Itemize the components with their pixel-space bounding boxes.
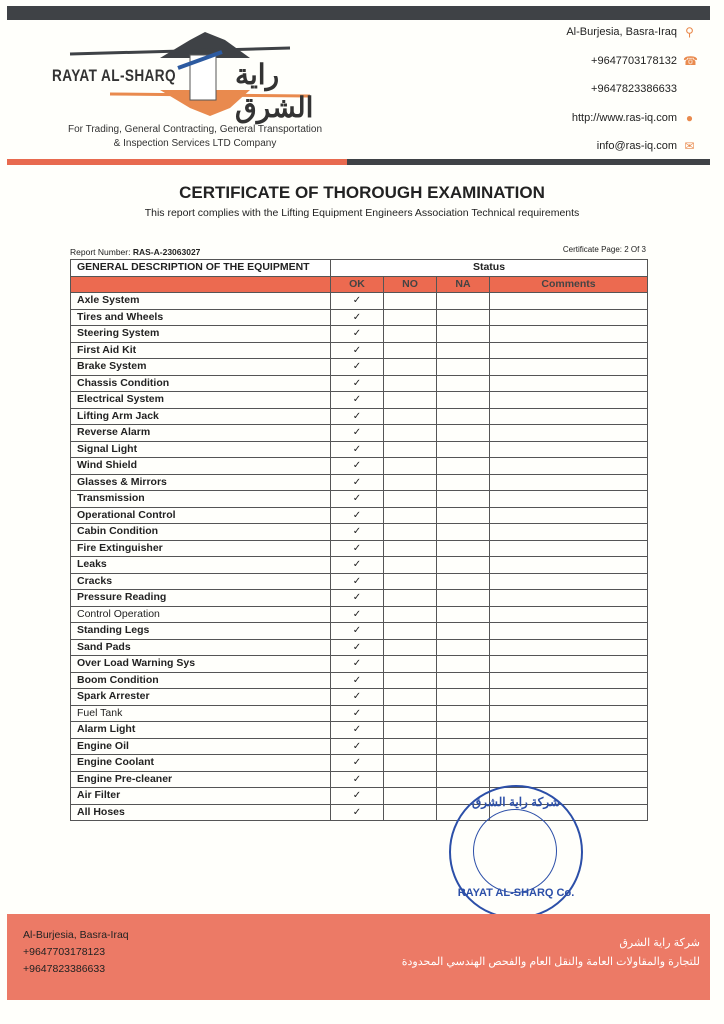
no-cell bbox=[384, 573, 437, 590]
comments-cell bbox=[490, 738, 648, 755]
na-cell bbox=[437, 705, 490, 722]
ok-check: ✓ bbox=[331, 738, 384, 755]
table-row bbox=[71, 375, 648, 392]
table-row bbox=[71, 293, 648, 310]
table-row bbox=[71, 491, 648, 508]
col-comments: Comments bbox=[490, 276, 648, 293]
ok-check: ✓ bbox=[331, 392, 384, 409]
comments-cell bbox=[490, 573, 648, 590]
page-subtitle: This report complies with the Lifting Equipment Engineers Association Technical requirements bbox=[144, 207, 580, 219]
na-cell bbox=[437, 656, 490, 673]
no-cell bbox=[384, 804, 437, 821]
ok-check: ✓ bbox=[331, 623, 384, 640]
ok-check: ✓ bbox=[331, 375, 384, 392]
ok-check: ✓ bbox=[331, 408, 384, 425]
stamp-text-ar: شركة راية الشرق bbox=[471, 795, 561, 809]
status-header: Status bbox=[331, 260, 648, 277]
na-cell bbox=[437, 689, 490, 706]
na-cell bbox=[437, 491, 490, 508]
na-cell bbox=[437, 293, 490, 310]
comments-cell bbox=[490, 672, 648, 689]
col-ok: OK bbox=[331, 276, 384, 293]
comments-cell bbox=[490, 309, 648, 326]
na-cell bbox=[437, 309, 490, 326]
ok-check: ✓ bbox=[331, 606, 384, 623]
no-cell bbox=[384, 623, 437, 640]
comments-cell bbox=[490, 441, 648, 458]
table-row bbox=[71, 656, 648, 673]
no-cell bbox=[384, 639, 437, 656]
divider-accent bbox=[7, 159, 347, 165]
footer-phone-2: +9647823386633 bbox=[23, 963, 106, 975]
ok-check: ✓ bbox=[331, 458, 384, 475]
ok-check: ✓ bbox=[331, 672, 384, 689]
na-cell bbox=[437, 738, 490, 755]
comments-cell bbox=[490, 705, 648, 722]
ok-check: ✓ bbox=[331, 771, 384, 788]
comments-cell bbox=[490, 540, 648, 557]
item-name: Standing Legs bbox=[71, 623, 331, 640]
ok-check: ✓ bbox=[331, 441, 384, 458]
company-logo bbox=[50, 30, 350, 123]
globe-icon: ● bbox=[685, 110, 694, 125]
na-cell bbox=[437, 425, 490, 442]
comments-cell bbox=[490, 639, 648, 656]
ok-check: ✓ bbox=[331, 425, 384, 442]
ok-check: ✓ bbox=[331, 788, 384, 805]
desc-header: GENERAL DESCRIPTION OF THE EQUIPMENT bbox=[71, 260, 331, 277]
email-link[interactable]: info@ras-iq.com bbox=[596, 140, 677, 152]
table-row bbox=[71, 639, 648, 656]
logo-text-ar: راية الشرق bbox=[235, 59, 314, 123]
ok-check: ✓ bbox=[331, 804, 384, 821]
table-row bbox=[71, 458, 648, 475]
col-no: NO bbox=[384, 276, 437, 293]
table-row bbox=[71, 738, 648, 755]
na-cell bbox=[437, 408, 490, 425]
spacer bbox=[683, 83, 696, 96]
item-name: Sand Pads bbox=[71, 639, 331, 656]
item-name: Fuel Tank bbox=[71, 705, 331, 722]
item-name: Control Operation bbox=[71, 606, 331, 623]
table-row bbox=[71, 705, 648, 722]
location-pin-icon: ⚲ bbox=[685, 25, 694, 39]
comments-cell bbox=[490, 656, 648, 673]
table-row bbox=[71, 557, 648, 574]
na-cell bbox=[437, 590, 490, 607]
footer-company-ar: شركة راية الشرق bbox=[619, 937, 700, 949]
na-cell bbox=[437, 557, 490, 574]
item-name: Brake System bbox=[71, 359, 331, 376]
comments-cell bbox=[490, 507, 648, 524]
no-cell bbox=[384, 705, 437, 722]
ok-check: ✓ bbox=[331, 507, 384, 524]
stamp-text-en: RAYAT AL-SHARQ Co. bbox=[457, 887, 575, 899]
no-cell bbox=[384, 738, 437, 755]
table-row bbox=[71, 722, 648, 739]
comments-cell bbox=[490, 474, 648, 491]
table-row bbox=[71, 309, 648, 326]
na-cell bbox=[437, 722, 490, 739]
divider-dark bbox=[347, 159, 710, 165]
comments-cell bbox=[490, 623, 648, 640]
na-cell bbox=[437, 375, 490, 392]
company-tagline bbox=[52, 123, 338, 151]
ok-check: ✓ bbox=[331, 639, 384, 656]
table-row bbox=[71, 672, 648, 689]
item-name: Wind Shield bbox=[71, 458, 331, 475]
ok-check: ✓ bbox=[331, 491, 384, 508]
no-cell bbox=[384, 672, 437, 689]
item-name: First Aid Kit bbox=[71, 342, 331, 359]
na-cell bbox=[437, 639, 490, 656]
no-cell bbox=[384, 408, 437, 425]
table-row bbox=[71, 623, 648, 640]
na-cell bbox=[437, 672, 490, 689]
item-name: Boom Condition bbox=[71, 672, 331, 689]
envelope-icon: ✉ bbox=[684, 139, 695, 153]
logo-text-en: RAYAT AL-SHARQ bbox=[52, 66, 176, 85]
table-row bbox=[71, 689, 648, 706]
report-value: RAS-A-23063027 bbox=[132, 247, 201, 257]
ok-check: ✓ bbox=[331, 342, 384, 359]
na-cell bbox=[437, 359, 490, 376]
phone-icon: ☎ bbox=[683, 53, 698, 68]
table-row bbox=[71, 507, 648, 524]
comments-cell bbox=[490, 557, 648, 574]
footer bbox=[7, 914, 710, 1000]
ok-check: ✓ bbox=[331, 524, 384, 541]
item-name: Engine Coolant bbox=[71, 755, 331, 772]
table-row bbox=[71, 755, 648, 772]
item-name: Spark Arrester bbox=[71, 689, 331, 706]
footer-address: Al-Burjesia, Basra-Iraq bbox=[23, 929, 129, 941]
na-cell bbox=[437, 771, 490, 788]
no-cell bbox=[384, 309, 437, 326]
phone-2: +9647823386633 bbox=[591, 83, 677, 95]
item-name: Over Load Warning Sys bbox=[71, 656, 331, 673]
ok-check: ✓ bbox=[331, 359, 384, 376]
table-row bbox=[71, 474, 648, 491]
footer-description-ar: للتجارة والمقاولات العامة والنقل العام والفحص الهندسي المحدودة bbox=[401, 956, 700, 968]
no-cell bbox=[384, 771, 437, 788]
no-cell bbox=[384, 293, 437, 310]
na-cell bbox=[437, 441, 490, 458]
footer-phone-1: +9647703178123 bbox=[23, 946, 106, 958]
na-cell bbox=[437, 623, 490, 640]
address: Al-Burjesia, Basra-Iraq bbox=[566, 26, 677, 38]
item-name: Engine Oil bbox=[71, 738, 331, 755]
no-cell bbox=[384, 458, 437, 475]
na-cell bbox=[437, 755, 490, 772]
no-cell bbox=[384, 375, 437, 392]
ok-check: ✓ bbox=[331, 656, 384, 673]
table-row bbox=[71, 590, 648, 607]
comments-cell bbox=[490, 375, 648, 392]
ok-check: ✓ bbox=[331, 689, 384, 706]
na-cell bbox=[437, 524, 490, 541]
item-name: Cracks bbox=[71, 573, 331, 590]
no-cell bbox=[384, 590, 437, 607]
no-cell bbox=[384, 524, 437, 541]
na-cell bbox=[437, 326, 490, 343]
comments-cell bbox=[490, 342, 648, 359]
ok-check: ✓ bbox=[331, 755, 384, 772]
no-cell bbox=[384, 689, 437, 706]
top-bar bbox=[7, 6, 710, 20]
comments-cell bbox=[490, 755, 648, 772]
report-number bbox=[70, 247, 200, 257]
item-name: Axle System bbox=[71, 293, 331, 310]
no-cell bbox=[384, 540, 437, 557]
na-cell bbox=[437, 392, 490, 409]
table-row bbox=[71, 342, 648, 359]
ok-check: ✓ bbox=[331, 326, 384, 343]
no-cell bbox=[384, 722, 437, 739]
comments-cell bbox=[490, 689, 648, 706]
page-title: CERTIFICATE OF THOROUGH EXAMINATION bbox=[179, 183, 545, 202]
table-row bbox=[71, 540, 648, 557]
item-name: Fire Extinguisher bbox=[71, 540, 331, 557]
table-row bbox=[71, 573, 648, 590]
no-cell bbox=[384, 474, 437, 491]
tagline-line: & Inspection Services LTD Company bbox=[113, 138, 277, 149]
phone-1: +9647703178132 bbox=[591, 54, 677, 67]
comments-cell bbox=[490, 491, 648, 508]
item-name: Electrical System bbox=[71, 392, 331, 409]
ok-check: ✓ bbox=[331, 309, 384, 326]
na-cell bbox=[437, 342, 490, 359]
no-cell bbox=[384, 425, 437, 442]
na-cell bbox=[437, 573, 490, 590]
ok-check: ✓ bbox=[331, 293, 384, 310]
item-name: Chassis Condition bbox=[71, 375, 331, 392]
na-cell bbox=[437, 458, 490, 475]
na-cell bbox=[437, 540, 490, 557]
table-row bbox=[71, 441, 648, 458]
na-cell bbox=[437, 474, 490, 491]
item-name: Air Filter bbox=[71, 788, 331, 805]
table-row bbox=[71, 771, 648, 788]
table-row bbox=[71, 524, 648, 541]
comments-cell bbox=[490, 293, 648, 310]
comments-cell bbox=[490, 722, 648, 739]
comments-cell bbox=[490, 458, 648, 475]
no-cell bbox=[384, 656, 437, 673]
comments-cell bbox=[490, 606, 648, 623]
no-cell bbox=[384, 491, 437, 508]
ok-check: ✓ bbox=[331, 573, 384, 590]
na-cell bbox=[437, 507, 490, 524]
table-row bbox=[71, 392, 648, 409]
item-name: Cabin Condition bbox=[71, 524, 331, 541]
item-name: Engine Pre-cleaner bbox=[71, 771, 331, 788]
no-cell bbox=[384, 507, 437, 524]
na-cell bbox=[437, 606, 490, 623]
item-name: Lifting Arm Jack bbox=[71, 408, 331, 425]
stamp-inner-ring bbox=[473, 809, 557, 893]
no-cell bbox=[384, 359, 437, 376]
company-stamp bbox=[449, 785, 583, 919]
item-name: Operational Control bbox=[71, 507, 331, 524]
comments-cell bbox=[490, 425, 648, 442]
certificate-page-number: Certificate Page: 2 Of 3 bbox=[562, 245, 646, 254]
no-cell bbox=[384, 755, 437, 772]
ok-check: ✓ bbox=[331, 557, 384, 574]
no-cell bbox=[384, 342, 437, 359]
no-cell bbox=[384, 392, 437, 409]
item-name: Steering System bbox=[71, 326, 331, 343]
item-name: Leaks bbox=[71, 557, 331, 574]
contact-info bbox=[566, 26, 696, 169]
item-name: Alarm Light bbox=[71, 722, 331, 739]
item-name: Glasses & Mirrors bbox=[71, 474, 331, 491]
col-na: NA bbox=[437, 276, 490, 293]
ok-check: ✓ bbox=[331, 722, 384, 739]
item-name: Reverse Alarm bbox=[71, 425, 331, 442]
table-row bbox=[71, 326, 648, 343]
no-cell bbox=[384, 606, 437, 623]
no-cell bbox=[384, 441, 437, 458]
table-row bbox=[71, 408, 648, 425]
comments-cell bbox=[490, 326, 648, 343]
comments-cell bbox=[490, 408, 648, 425]
comments-cell bbox=[490, 524, 648, 541]
ok-check: ✓ bbox=[331, 590, 384, 607]
comments-cell bbox=[490, 359, 648, 376]
ok-check: ✓ bbox=[331, 540, 384, 557]
item-name: Transmission bbox=[71, 491, 331, 508]
table-row bbox=[71, 359, 648, 376]
no-cell bbox=[384, 326, 437, 343]
table-row bbox=[71, 606, 648, 623]
ok-check: ✓ bbox=[331, 474, 384, 491]
report-label: Report Number: bbox=[70, 247, 131, 257]
table-row bbox=[71, 425, 648, 442]
comments-cell bbox=[490, 590, 648, 607]
no-cell bbox=[384, 557, 437, 574]
ok-check: ✓ bbox=[331, 705, 384, 722]
blank-header bbox=[71, 276, 331, 293]
item-name: Pressure Reading bbox=[71, 590, 331, 607]
tagline-line: For Trading, General Contracting, General Transportation bbox=[67, 124, 323, 135]
website-link[interactable]: http://www.ras-iq.com bbox=[571, 111, 677, 124]
no-cell bbox=[384, 788, 437, 805]
item-name: All Hoses bbox=[71, 804, 331, 821]
comments-cell bbox=[490, 392, 648, 409]
item-name: Signal Light bbox=[71, 441, 331, 458]
item-name: Tires and Wheels bbox=[71, 309, 331, 326]
equipment-table bbox=[70, 259, 648, 821]
